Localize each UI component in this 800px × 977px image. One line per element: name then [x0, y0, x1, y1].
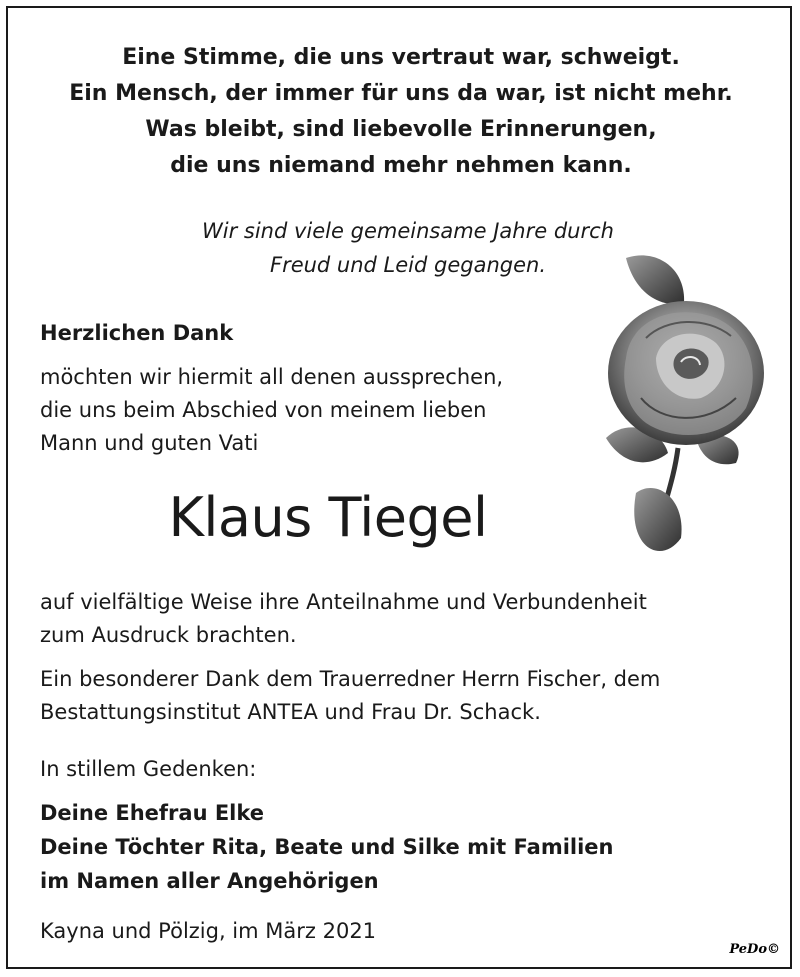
motto	[8, 40, 794, 184]
signer-line: Deine Ehefrau Elke	[40, 801, 265, 825]
signer-line: Deine Töchter Rita, Beate und Silke mit Familien	[40, 835, 614, 859]
place-date: Kayna und Pölzig, im März 2021	[40, 919, 377, 943]
motto-line: die uns niemand mehr nehmen kann.	[170, 153, 632, 178]
thanks-line: Mann und guten Vati	[40, 431, 259, 455]
thanks-line: die uns beim Abschied von meinem lieben	[40, 398, 487, 422]
paragraph-special-thanks	[40, 663, 780, 729]
memorial-line: In stillem Gedenken:	[40, 757, 257, 781]
copyright-mark: PeDo©	[729, 942, 780, 957]
thanks-line: möchten wir hiermit all denen aussprechen,	[40, 365, 504, 389]
paragraph-line: Bestattungsinstitut ANTEA und Frau Dr. Schack.	[40, 700, 541, 724]
paragraph-line: Ein besonderer Dank dem Trauerredner Herrn Fischer, dem	[40, 667, 661, 691]
thanks-body	[40, 361, 600, 460]
motto-line: Ein Mensch, der immer für uns da war, ist nicht mehr.	[69, 81, 733, 106]
thanks-heading: Herzlichen Dank	[40, 321, 234, 345]
signers	[40, 796, 614, 898]
deceased-name: Klaus Tiegel	[168, 486, 488, 549]
verse-line: Freud und Leid gegangen.	[269, 253, 547, 277]
signer-line: im Namen aller Angehörigen	[40, 869, 379, 893]
paragraph-line: auf vielfältige Weise ihre Anteilnahme und Verbundenheit	[40, 590, 647, 614]
paragraph-sympathy	[40, 586, 780, 652]
motto-line: Was bleibt, sind liebevolle Erinnerungen,	[145, 117, 657, 142]
obituary-card	[6, 6, 792, 969]
motto-line: Eine Stimme, die uns vertraut war, schweigt.	[122, 45, 680, 70]
paragraph-line: zum Ausdruck brachten.	[40, 623, 297, 647]
verse-line: Wir sind viele gemeinsame Jahre durch	[202, 219, 614, 243]
